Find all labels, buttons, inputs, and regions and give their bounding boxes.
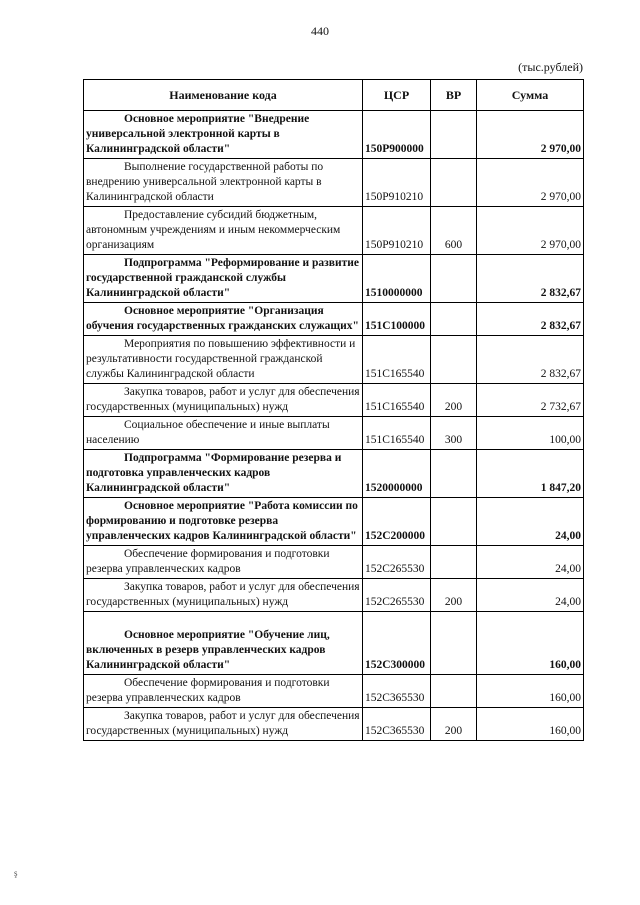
- cell-csr: 152C300000: [363, 612, 431, 675]
- cell-name-text: Закупка товаров, работ и услуг для обеспечения государственных (муниципальных) нужд: [86, 710, 360, 737]
- cell-vr: [431, 675, 477, 708]
- cell-name: [84, 498, 363, 546]
- cell-name: [84, 417, 363, 450]
- cell-name: [84, 579, 363, 612]
- header-name: Наименование кода: [84, 80, 363, 111]
- cell-sum: 160,00: [477, 612, 584, 675]
- cell-sum: 24,00: [477, 579, 584, 612]
- header-sum: Сумма: [477, 80, 584, 111]
- cell-name: [84, 303, 363, 336]
- cell-name-text: Предоставление субсидий бюджетным, автономным учреждениям и иным некоммерческим организациям: [86, 209, 341, 251]
- cell-sum: 2 970,00: [477, 111, 584, 159]
- cell-name-text: Закупка товаров, работ и услуг для обеспечения государственных (муниципальных) нужд: [86, 386, 360, 413]
- cell-sum: 2 732,67: [477, 384, 584, 417]
- cell-name-text: Закупка товаров, работ и услуг для обеспечения государственных (муниципальных) нужд: [86, 581, 360, 608]
- cell-name: [84, 546, 363, 579]
- cell-name-text: Социальное обеспечение и иные выплаты населению: [86, 419, 330, 446]
- header-csr: ЦСР: [363, 80, 431, 111]
- cell-name: [84, 675, 363, 708]
- cell-sum: 2 970,00: [477, 207, 584, 255]
- table-row: [84, 450, 584, 498]
- cell-vr: [431, 612, 477, 675]
- cell-name: [84, 336, 363, 384]
- cell-vr: 200: [431, 579, 477, 612]
- cell-name: [84, 255, 363, 303]
- cell-vr: [431, 498, 477, 546]
- table-row: [84, 417, 584, 450]
- cell-vr: 200: [431, 708, 477, 741]
- cell-name-text: Подпрограмма "Реформирование и развитие государственной гражданской службы Калининградской области": [86, 257, 359, 299]
- cell-sum: 2 970,00: [477, 159, 584, 207]
- cell-vr: [431, 159, 477, 207]
- cell-sum: 24,00: [477, 498, 584, 546]
- table-row: [84, 303, 584, 336]
- cell-name: [84, 450, 363, 498]
- table-row: [84, 498, 584, 546]
- table-row: [84, 579, 584, 612]
- table-row: [84, 207, 584, 255]
- cell-name-text: Обеспечение формирования и подготовки резерва управленческих кадров: [86, 548, 330, 575]
- table-row: [84, 159, 584, 207]
- cell-csr: 150P910210: [363, 159, 431, 207]
- cell-name-text: Подпрограмма "Формирование резерва и подготовка управленческих кадров Калининградской области": [86, 452, 342, 494]
- cell-name: [84, 159, 363, 207]
- cell-sum: 160,00: [477, 708, 584, 741]
- table-body: [84, 111, 584, 741]
- cell-name-text: Выполнение государственной работы по внедрению универсальной электронной карты в Калининградской области: [86, 161, 324, 203]
- cell-csr: 152C365530: [363, 708, 431, 741]
- cell-vr: [431, 546, 477, 579]
- cell-sum: 2 832,67: [477, 303, 584, 336]
- header-vr: ВР: [431, 80, 477, 111]
- cell-name-text: Основное мероприятие "Внедрение универсальной электронной карты в Калининградской области": [86, 113, 310, 155]
- table-row: [84, 255, 584, 303]
- cell-csr: 151C100000: [363, 303, 431, 336]
- cell-sum: 24,00: [477, 546, 584, 579]
- page-number: 440: [311, 24, 329, 38]
- cell-csr: 152C365530: [363, 675, 431, 708]
- table-row: [84, 336, 584, 384]
- cell-csr: 152C265530: [363, 579, 431, 612]
- cell-csr: 152C265530: [363, 546, 431, 579]
- cell-vr: [431, 111, 477, 159]
- cell-csr: 151C165540: [363, 417, 431, 450]
- cell-vr: [431, 255, 477, 303]
- cell-csr: 151C165540: [363, 384, 431, 417]
- cell-name: [84, 708, 363, 741]
- table-row: [84, 612, 584, 675]
- cell-vr: 600: [431, 207, 477, 255]
- table-header-row: [84, 80, 584, 111]
- cell-csr: 152C200000: [363, 498, 431, 546]
- cell-name-text: Мероприятия по повышению эффективности и результативности государственной гражданской службы Калининградской области: [86, 338, 356, 380]
- cell-csr: 150P900000: [363, 111, 431, 159]
- units-label: (тыс.рублей): [518, 60, 583, 74]
- cell-name: [84, 612, 363, 675]
- cell-csr: 151C165540: [363, 336, 431, 384]
- cell-name-text: Основное мероприятие "Обучение лиц, включенных в резерв управленческих кадров Калининградской области": [86, 629, 330, 671]
- margin-mark: ş: [14, 868, 18, 878]
- cell-sum: 100,00: [477, 417, 584, 450]
- cell-vr: [431, 336, 477, 384]
- cell-name: [84, 207, 363, 255]
- table-row: [84, 384, 584, 417]
- table-row: [84, 111, 584, 159]
- cell-sum: 1 847,20: [477, 450, 584, 498]
- cell-name-text: Обеспечение формирования и подготовки резерва управленческих кадров: [86, 677, 330, 704]
- cell-sum: 160,00: [477, 675, 584, 708]
- budget-table: [83, 79, 584, 741]
- cell-name-text: Основное мероприятие "Работа комиссии по формированию и подготовке резерва управленческих кадров Калининградской области": [86, 500, 358, 542]
- cell-sum: 2 832,67: [477, 255, 584, 303]
- cell-vr: [431, 303, 477, 336]
- table-row: [84, 708, 584, 741]
- cell-vr: [431, 450, 477, 498]
- cell-name: [84, 111, 363, 159]
- cell-csr: 1520000000: [363, 450, 431, 498]
- cell-sum: 2 832,67: [477, 336, 584, 384]
- table-row: [84, 675, 584, 708]
- cell-csr: 150P910210: [363, 207, 431, 255]
- cell-vr: 200: [431, 384, 477, 417]
- cell-name: [84, 384, 363, 417]
- cell-vr: 300: [431, 417, 477, 450]
- table-row: [84, 546, 584, 579]
- cell-csr: 1510000000: [363, 255, 431, 303]
- cell-name-text: Основное мероприятие "Организация обучения государственных гражданских служащих": [86, 305, 359, 332]
